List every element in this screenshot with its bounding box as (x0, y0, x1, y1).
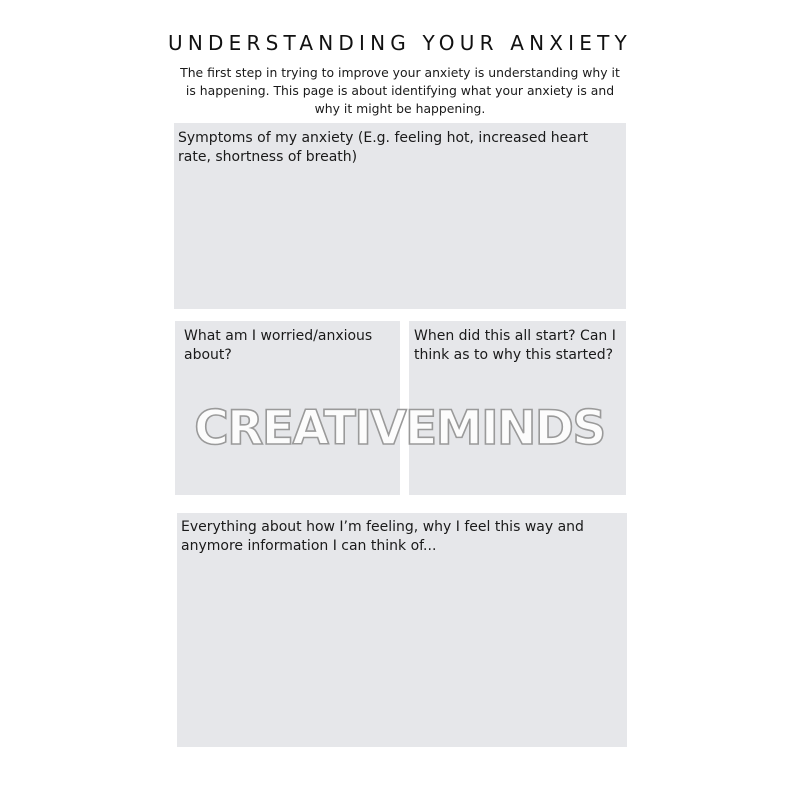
page-title: UNDERSTANDING YOUR ANXIETY (168, 31, 632, 55)
everything-label: Everything about how I’m feeling, why I feel this way and anymore information I can think of... (181, 519, 584, 554)
worried-label: What am I worried/anxious about? (184, 328, 373, 363)
everything-box[interactable] (177, 513, 627, 747)
watermark: CREATIVEMINDS (194, 401, 605, 456)
when-started-label: When did this all start? Can I think as to why this started? (414, 328, 616, 363)
symptoms-label: Symptoms of my anxiety (E.g. feeling hot, increased heart rate, shortness of breath) (178, 130, 589, 165)
intro-paragraph: The first step in trying to improve your anxiety is understanding why it is happening. This page is about identifying what your anxiety is and why it might be happening. (180, 65, 620, 116)
symptoms-box[interactable] (174, 123, 626, 309)
